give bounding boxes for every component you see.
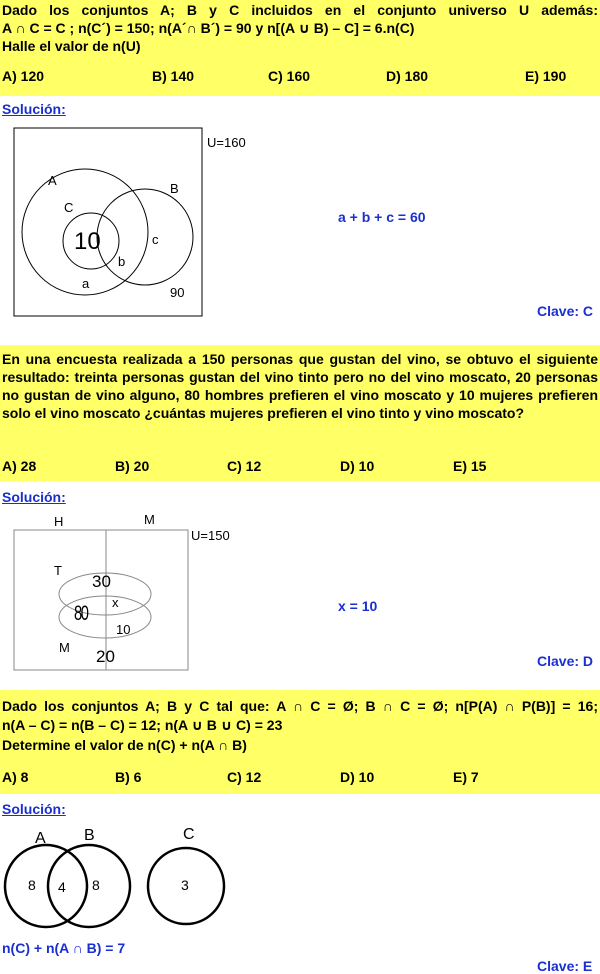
p2-row-t-label: T — [54, 563, 62, 578]
problem-1-result: a + b + c = 60 — [338, 209, 426, 225]
p2-col-m-label: M — [144, 512, 155, 527]
p3-value-ab: 4 — [58, 879, 66, 895]
p3-set-a-label: A — [35, 830, 46, 847]
problem-3-option-b[interactable]: B) 6 — [115, 769, 142, 785]
problem-3-line-1: Dado los conjuntos A; B y C tal que: A ∩ C = Ø; B ∩ C = Ø; n[P(A) ∩ P(B)] = 16; — [2, 698, 598, 714]
p2-universe-label: U=150 — [191, 528, 230, 543]
p3-value-a: 8 — [28, 877, 36, 893]
problem-2-option-c[interactable]: C) 12 — [227, 458, 262, 474]
problem-1-option-c[interactable]: C) 160 — [268, 68, 311, 84]
problem-2-result: x = 10 — [338, 598, 378, 614]
p3-set-b-label: B — [84, 827, 95, 844]
problem-1-option-b[interactable]: B) 140 — [152, 68, 195, 84]
problem-1-line-1: Dado los conjuntos A; B y C incluidos en el conjunto universo U además: — [2, 2, 598, 18]
problem-3-option-d[interactable]: D) 10 — [340, 769, 375, 785]
problem-3-solution-label: Solución: — [2, 801, 66, 817]
p1-region-b: b — [118, 254, 126, 269]
p1-set-c-label: C — [64, 200, 74, 215]
p2-value-10: 10 — [116, 622, 131, 637]
p1-set-a-label: A — [48, 173, 57, 188]
problem-2-text: En una encuesta realizada a 150 personas que gustan del vino, se obtuvo el siguiente resultado: treinta personas gustan del vino tinto pero no del vino moscato, 20 personas no gustan de vino alguno, 80 hombres prefieren el vino moscato y 10 mujeres prefieren solo el vino moscato ¿cuántas mujeres prefieren el vino tinto y vino moscato? — [2, 351, 598, 421]
problem-1-option-d[interactable]: D) 180 — [386, 68, 429, 84]
p2-value-30: 30 — [92, 572, 111, 591]
p2-col-h-label: H — [54, 514, 64, 529]
p2-row-m-label: M — [59, 640, 70, 655]
p3-value-b: 8 — [92, 877, 100, 893]
problem-2-option-e[interactable]: E) 15 — [453, 458, 487, 474]
problem-1-line-3: Halle el valor de n(U) — [2, 38, 141, 54]
p2-value-80: 80 — [74, 602, 88, 625]
p1-region-a: a — [82, 276, 90, 291]
problem-1-option-a[interactable]: A) 120 — [2, 68, 45, 84]
p3-value-c: 3 — [181, 877, 189, 893]
problem-1-option-e[interactable]: E) 190 — [525, 68, 567, 84]
p1-outside-value: 90 — [170, 285, 185, 300]
problem-3-answer-key: Clave: E — [537, 958, 593, 974]
problem-2-solution-label: Solución: — [2, 489, 66, 505]
problem-3-option-a[interactable]: A) 8 — [2, 769, 29, 785]
problem-2-answer-key: Clave: D — [537, 653, 594, 669]
problem-3-line-2: n(A – C) = n(B – C) = 12; n(A ∪ B ∪ C) = 23 — [2, 717, 283, 733]
problem-1-answer-key: Clave: C — [537, 303, 594, 319]
p1-universe-label: U=160 — [207, 135, 246, 150]
p1-set-b-label: B — [170, 181, 179, 196]
problem-2-option-b[interactable]: B) 20 — [115, 458, 150, 474]
p3-set-c-label: C — [183, 826, 195, 843]
problem-2-option-d[interactable]: D) 10 — [340, 458, 375, 474]
p2-value-x: x — [112, 595, 119, 610]
p1-center-value: 10 — [74, 228, 101, 255]
problem-3-result: n(C) + n(A ∩ B) = 7 — [2, 940, 126, 956]
p1-region-c: c — [152, 232, 159, 247]
problem-3-line-3: Determine el valor de n(C) + n(A ∩ B) — [2, 737, 247, 753]
p2-value-20: 20 — [96, 647, 115, 666]
problem-1-solution-label: Solución: — [2, 101, 66, 117]
problem-3-option-c[interactable]: C) 12 — [227, 769, 262, 785]
problem-1-line-2: A ∩ C = C ; n(C´) = 150; n(A´∩ B´) = 90 y n[(A ∪ B) – C] = 6.n(C) — [2, 20, 415, 36]
problem-3-option-e[interactable]: E) 7 — [453, 769, 479, 785]
problem-2-option-a[interactable]: A) 28 — [2, 458, 37, 474]
set-a-circle — [5, 845, 87, 927]
